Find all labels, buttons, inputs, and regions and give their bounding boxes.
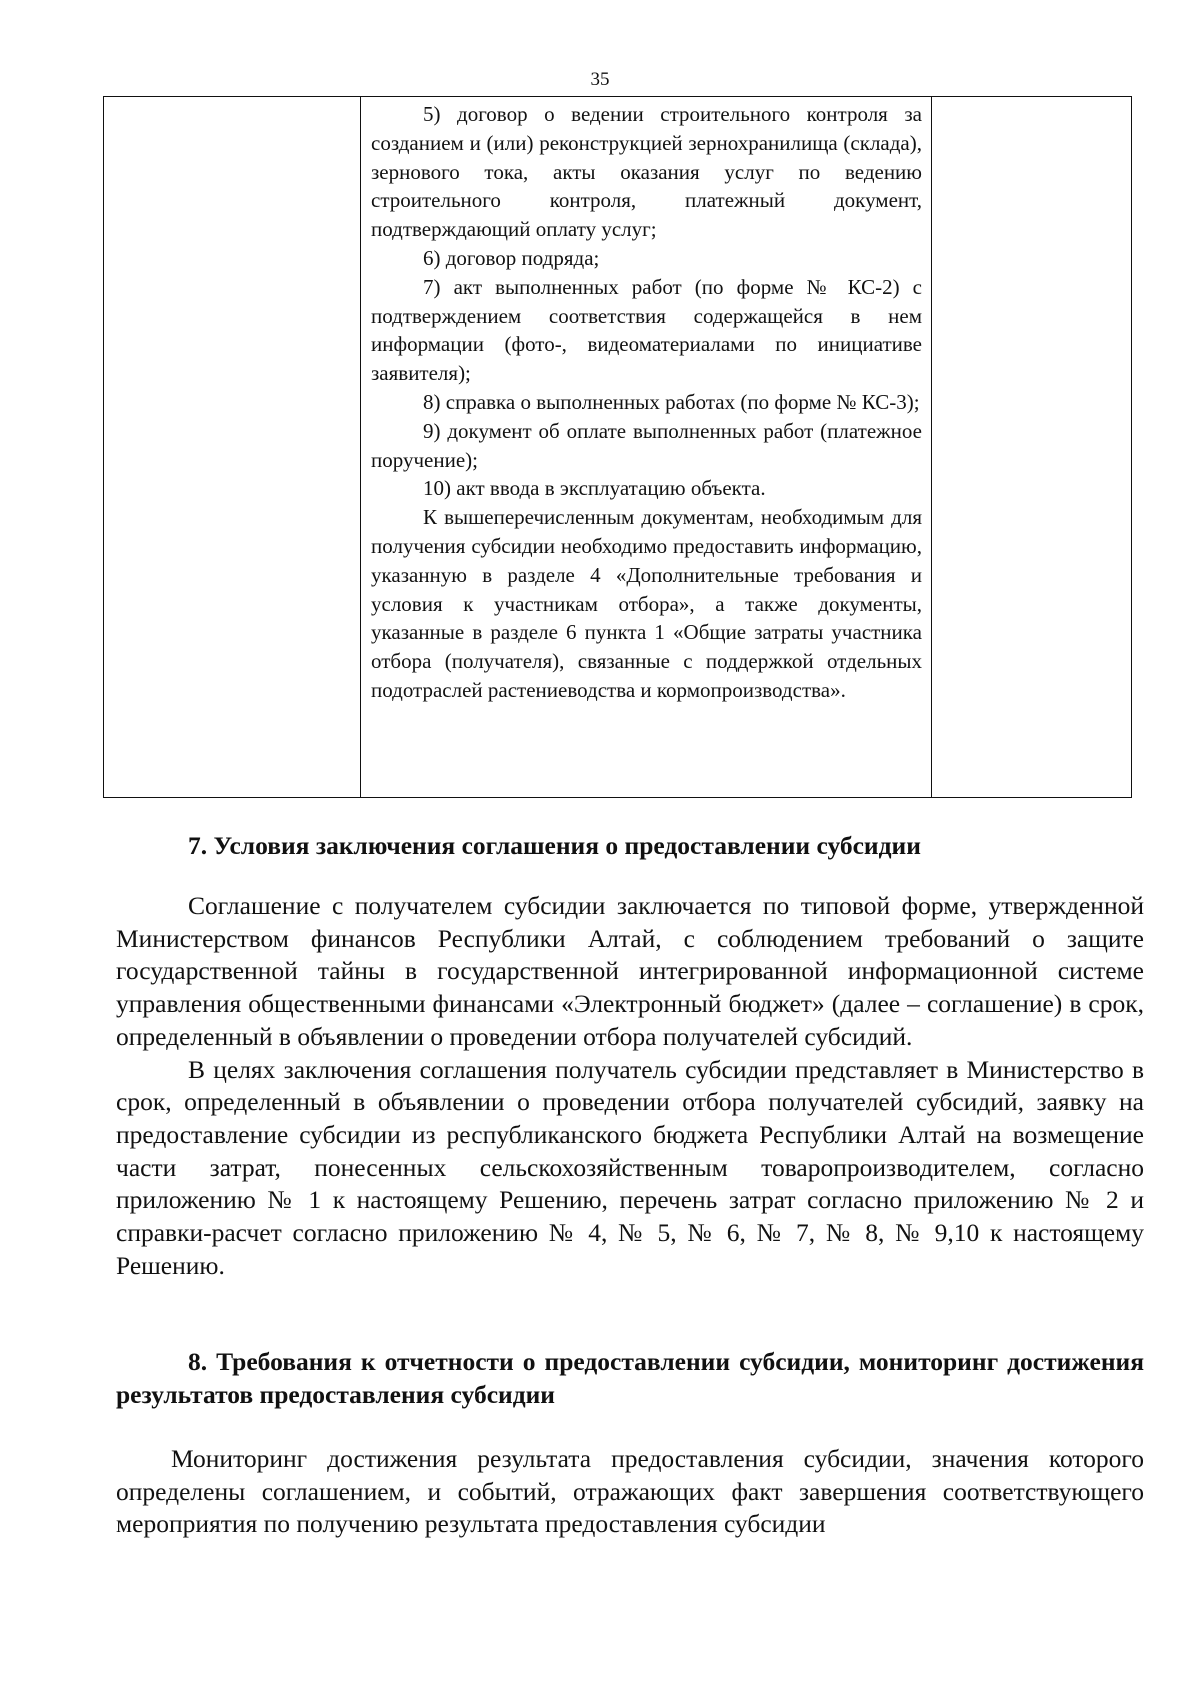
table-cell-left xyxy=(104,97,361,798)
list-item: 6) договор подряда; xyxy=(423,245,600,270)
section-8-body xyxy=(116,1443,1144,1541)
list-item: 10) акт ввода в эксплуатацию объекта. xyxy=(423,476,766,501)
section-8-heading: 8. Требования к отчетности о предоставлении субсидии, мониторинг достижения результатов предоставления субсидии xyxy=(116,1347,1144,1409)
list-item: 9) документ об оплате выполненных работ (платежное поручение); xyxy=(371,418,922,472)
section-8-paragraph: Мониторинг достижения результата предоставления субсидии, значения которого определены соглашением, и событий, отражающих факт завершения соответствующего мероприятия по получению результата предоставления субсидии xyxy=(116,1444,1144,1539)
list-item: 8) справка о выполненных работах (по форме № КС-3); xyxy=(423,389,920,414)
section-7-paragraph: В целях заключения соглашения получатель субсидии представляет в Министерство в срок, определенный в объявлении о проведении отбора получателей субсидий, заявку на предоставление субсидии из республиканского бюджета Республики Алтай на возмещение части затрат, понесенных сельскохозяйственным товаропроизводителем, согласно приложению № 1 к настоящему Решению, перечень затрат согласно приложению № 2 и справки-расчет согласно приложению № 4, № 5, № 6, № 7, № 8, № 9,10 к настоящему Решению. xyxy=(116,1054,1144,1280)
section-7-paragraph: Соглашение с получателем субсидии заключается по типовой форме, утвержденной Министерством финансов Республики Алтай, с соблюдением требований о защите государственной тайны в государственной интегрированной информационной системе управления общественными финансами «Электронный бюджет» (далее – соглашение) в срок, определенный в объявлении о проведении отбора получателей субсидий. xyxy=(116,891,1144,1051)
list-item: 7) акт выполненных работ (по форме № КС-2) с подтверждением соответствия содержащейся в нем информации (фото-, видеоматериалами по инициативе заявителя); xyxy=(371,274,922,386)
section-7-heading: 7. Условия заключения соглашения о предоставлении субсидии xyxy=(188,831,921,860)
page-number: 35 xyxy=(590,69,610,90)
section-7-body xyxy=(116,890,1144,1282)
documents-table xyxy=(103,96,1132,798)
table-cell-documents xyxy=(361,97,932,798)
list-item: К вышеперечисленным документам, необходимым для получения субсидии необходимо предоставить информацию, указанную в разделе 4 «Дополнительные требования и условия к участникам отбора», а также документы, указанные в разделе 6 пункта 1 «Общие затраты участника отбора (получателя), связанные с поддержкой отдельных подотраслей растениеводства и кормопроизводства». xyxy=(371,505,922,702)
table-row xyxy=(104,97,1132,798)
list-item: 5) договор о ведении строительного контроля за созданием и (или) реконструкцией зернохранилища (склада), зернового тока, акты оказания услуг по ведению строительного контроля, платежный документ, подтверждающий оплату услуг; xyxy=(371,102,922,242)
documents-list xyxy=(361,97,931,705)
table-cell-right xyxy=(932,97,1132,798)
